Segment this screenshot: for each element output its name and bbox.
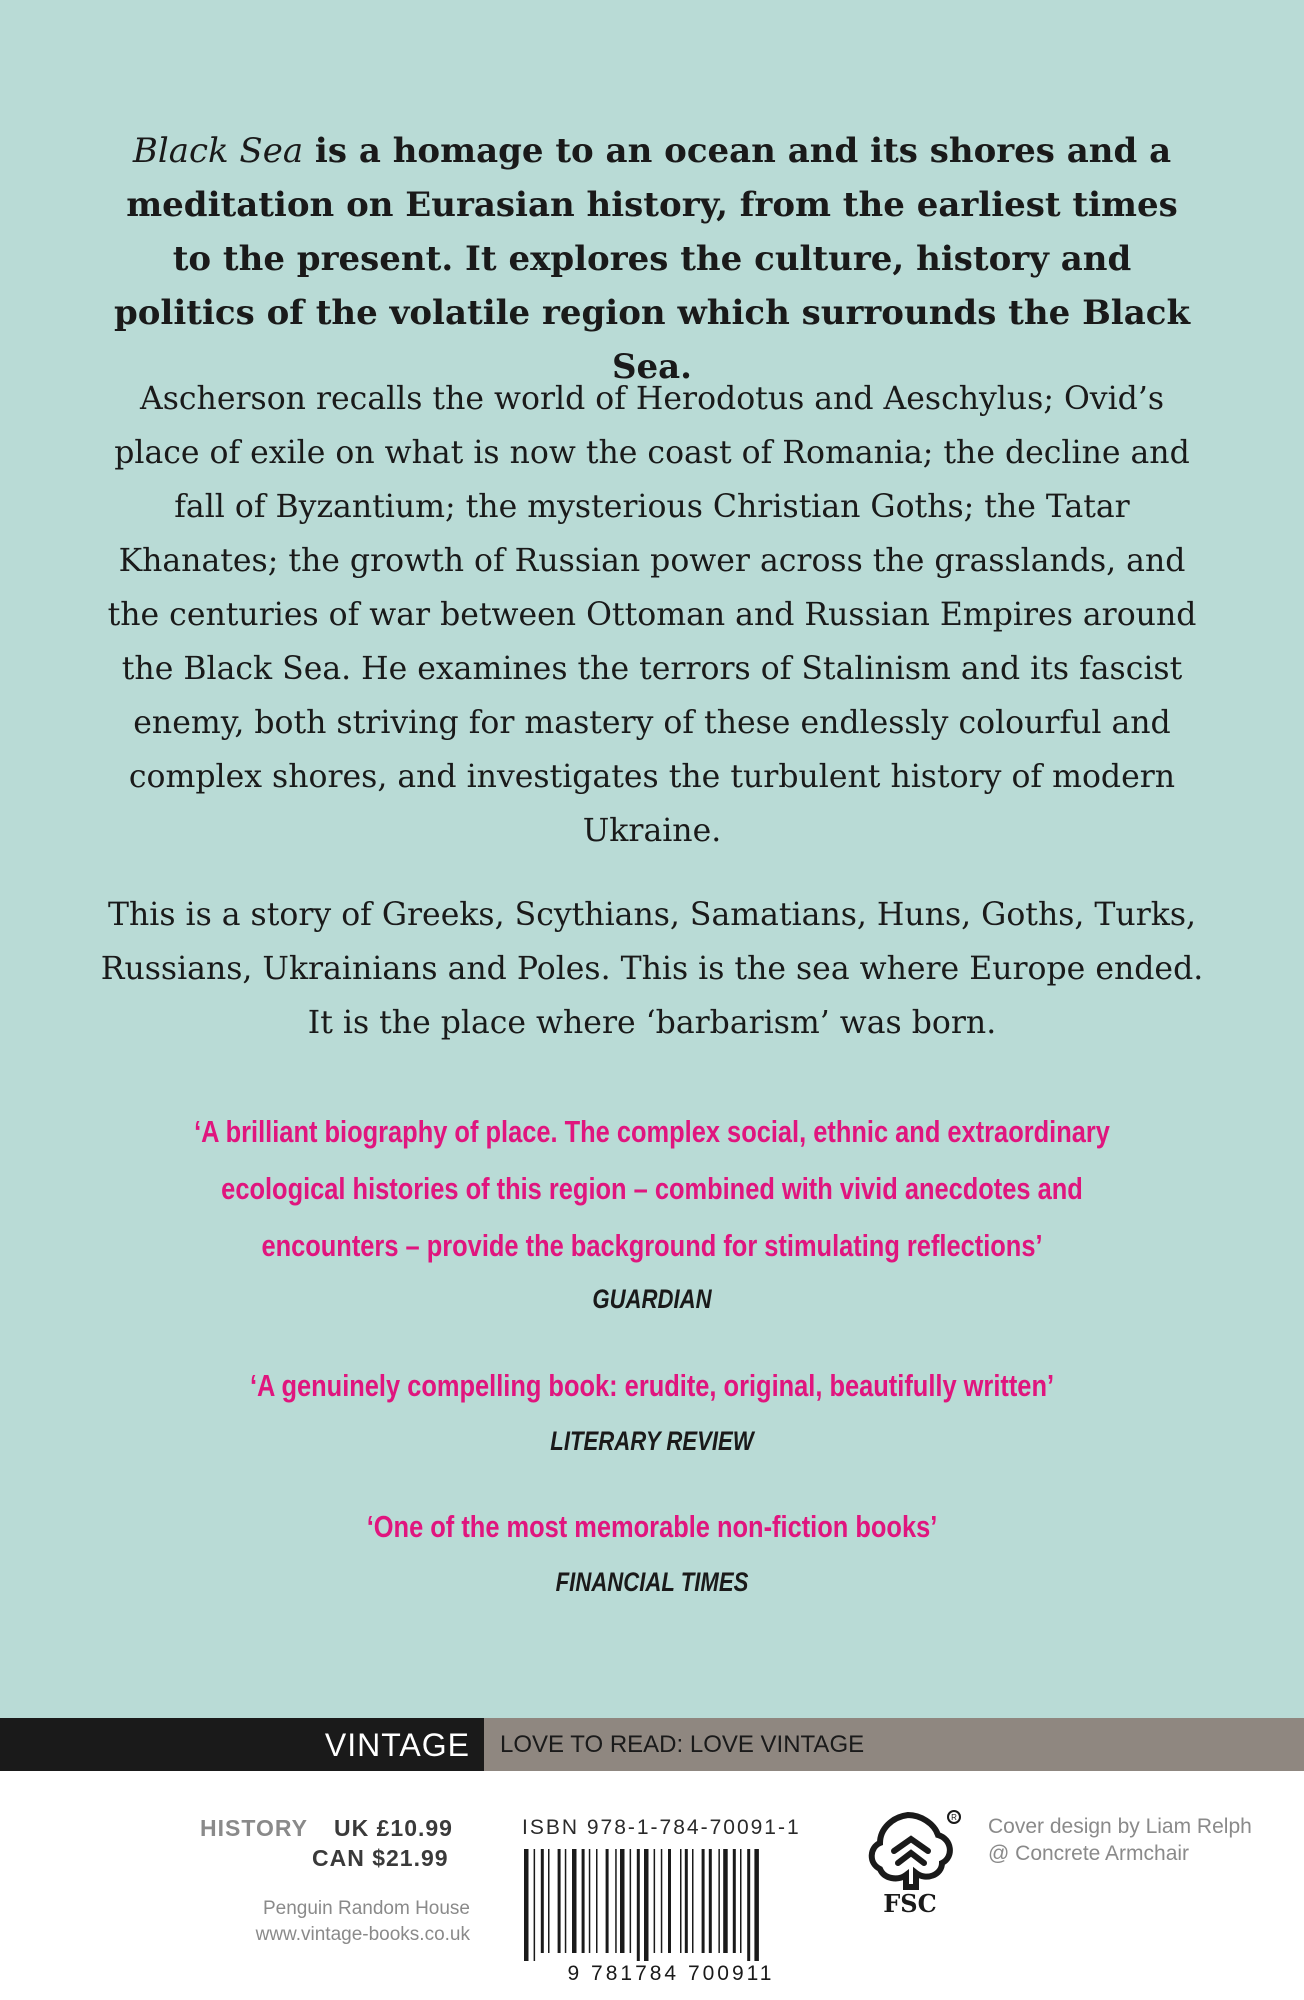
barcode-bar — [718, 1849, 720, 1953]
cover-design-credit: Cover design by Liam Relph @ Concrete Armchair — [988, 1815, 1252, 1865]
barcode-bar — [723, 1849, 728, 1953]
book-title: Black Sea — [132, 131, 304, 171]
barcode-bar — [534, 1849, 536, 1961]
barcode-bar — [740, 1849, 742, 1953]
barcode-bar — [558, 1849, 561, 1953]
review-quote: ‘A genuinely compelling book: erudite, original, beautifully written’ — [249, 1368, 1055, 1403]
publisher-band-left — [0, 1718, 484, 1771]
category-label: HISTORY — [200, 1815, 308, 1841]
barcode-bar — [606, 1849, 609, 1953]
isbn-text: ISBN 978-1-784-70091-1 — [522, 1816, 801, 1839]
barcode-bar — [589, 1849, 591, 1953]
barcode-bar — [668, 1849, 671, 1953]
fsc-tree-icon — [858, 1809, 962, 1893]
barcode-bar — [709, 1849, 712, 1953]
price-can: CAN $21.99 — [312, 1845, 449, 1871]
barcode-bar — [565, 1849, 567, 1953]
barcode-bar — [644, 1849, 649, 1961]
barcode-bar — [733, 1849, 736, 1953]
imprint — [200, 1896, 470, 1948]
price-uk: UK £10.99 — [334, 1815, 453, 1841]
barcode-bar — [654, 1849, 656, 1953]
barcode-bar — [747, 1849, 750, 1961]
barcode-bar — [548, 1849, 550, 1953]
review-source: GUARDIAN — [592, 1284, 712, 1314]
barcode-bar — [541, 1849, 544, 1953]
barcode-bar — [661, 1849, 663, 1953]
fsc-label: FSC — [883, 1889, 937, 1918]
imprint-website: www.vintage-books.co.uk — [255, 1924, 470, 1945]
review-quote: ‘One of the most memorable non-fiction books’ — [366, 1509, 938, 1544]
publisher-tagline: LOVE TO READ: LOVE VINTAGE — [500, 1731, 865, 1758]
publisher-band — [0, 1718, 1304, 1771]
review-source: LITERARY REVIEW — [550, 1426, 754, 1456]
review-quote: ‘A brilliant biography of place. The complex social, ethnic and extraordinary ecological histories of this region – combined with vivid anecdotes and encounters – provide the background for stimulating reflections’ — [194, 1114, 1110, 1263]
barcode-bar — [524, 1849, 529, 1961]
blurb-intro-text: is a homage to an ocean and its shores and a meditation on Eurasian history, from the earliest times to the present. It explores the culture, history and politics of the volatile region which surrounds the Black Sea. — [113, 131, 1191, 387]
svg-text:R: R — [951, 1813, 957, 1822]
barcode-bar — [692, 1849, 694, 1953]
barcode-digits: 9 781784 700911 — [567, 1962, 775, 1985]
review-source: FINANCIAL TIMES — [555, 1567, 749, 1597]
barcode-bar — [680, 1849, 682, 1953]
barcode-bar — [596, 1849, 598, 1953]
barcode-bar — [572, 1849, 577, 1953]
barcode — [522, 1849, 820, 1961]
barcode-bar — [702, 1849, 705, 1953]
barcode-bar — [615, 1849, 617, 1953]
barcode-bar — [754, 1849, 759, 1961]
barcode-bar — [637, 1849, 640, 1961]
publisher-logo-text: VINTAGE — [324, 1727, 470, 1763]
blurb-paragraph-2: Ascherson recalls the world of Herodotus and Aeschylus; Ovid’s place of exile on what is now the coast of Romania; the decline and fall of Byzantium; the mysterious Christian Goths; the Tatar Khanates; the growth of Russian power across the grasslands, and the centuries of war between Ottoman and Russian Empires around the Black Sea. He examines the terrors of Stalinism and its fascist enemy, both striving for mastery of these endlessly colourful and complex shores, and investigates the turbulent history of modern Ukraine. — [107, 381, 1197, 849]
barcode-bar — [582, 1849, 585, 1953]
barcode-bar — [685, 1849, 688, 1953]
cover-footer — [0, 1771, 1304, 2000]
barcode-bar — [620, 1849, 625, 1953]
blurb-paragraph-3: This is a story of Greeks, Scythians, Samatians, Huns, Goths, Turks, Russians, Ukrainians and Poles. This is the sea where Europe ended. It is the place where ‘barbarism’ was born. — [100, 897, 1204, 1041]
barcode-bar — [630, 1849, 632, 1953]
blurb-intro — [110, 124, 1194, 394]
imprint-name: Penguin Random House — [262, 1898, 470, 1919]
